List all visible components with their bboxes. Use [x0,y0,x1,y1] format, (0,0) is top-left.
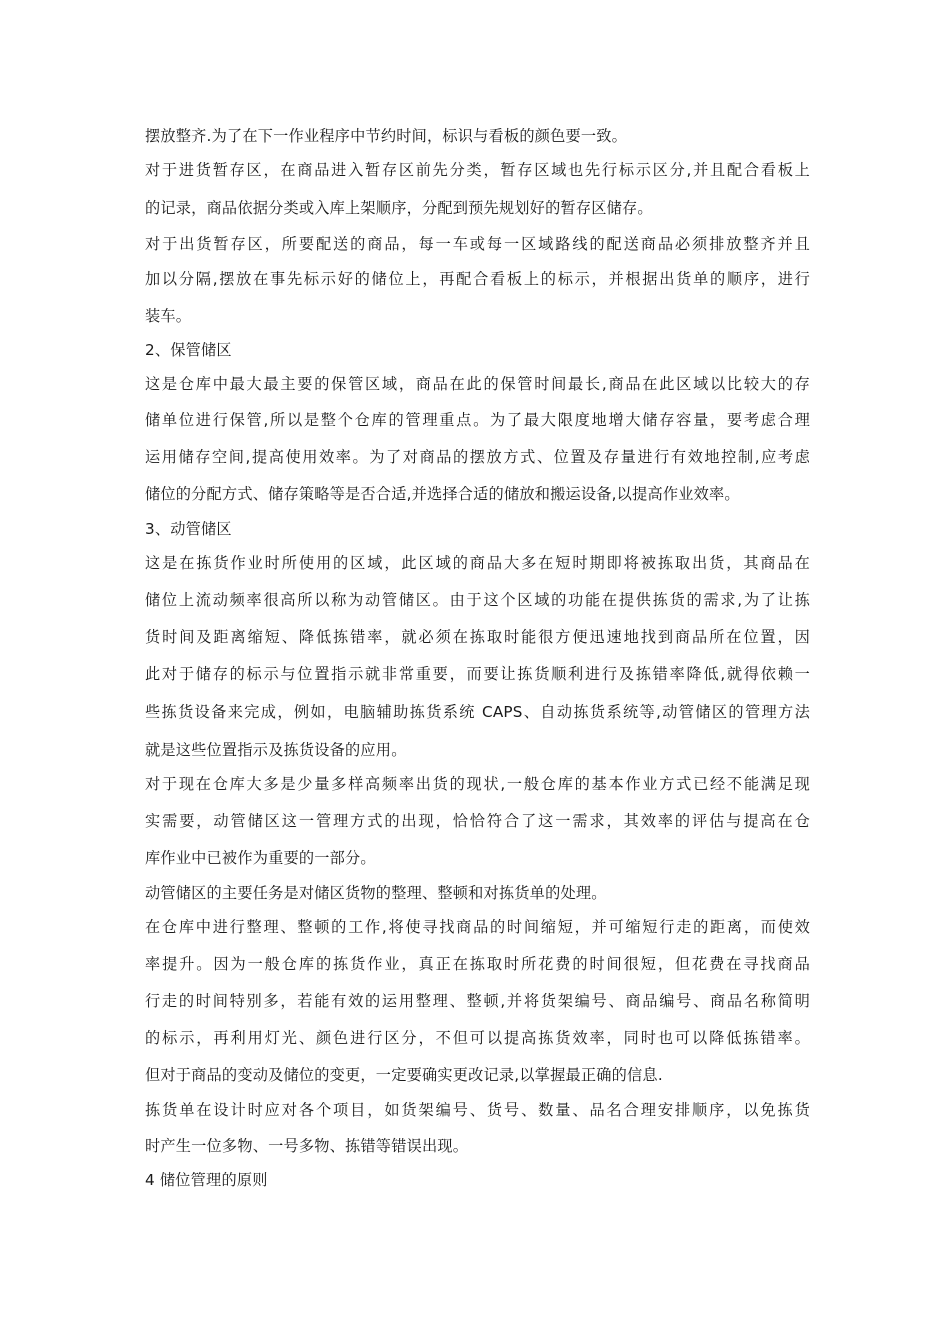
text-line: 就是这些位置指示及拣货设备的应用。 [145,741,407,759]
text-line: 货时间及距离缩短、降低拣错率，就必须在拣取时能很方便迅速地找到商品所在位置，因 [145,628,810,646]
text-line: 对于出货暂存区，所要配送的商品，每一车或每一区域路线的配送商品必须排放整齐并且 [145,235,810,253]
text-line: 对于进货暂存区，在商品进入暂存区前先分类，暂存区域也先行标示区分,并且配合看板上 [145,161,810,179]
section-heading: 2、保管储区 [145,341,232,359]
text-line: 些拣货设备来完成，例如，电脑辅助拣货系统 CAPS、自动拣货系统等,动管储区的管理方法 [145,703,810,721]
text-line: 储位的分配方式、储存策略等是否合适,并选择合适的储放和搬运设备,以提高作业效率。 [145,485,740,503]
text-line: 在仓库中进行整理、整顿的工作,将使寻找商品的时间缩短，并可缩短行走的距离，而使效 [145,918,810,936]
text-line: 运用储存空间,提高使用效率。为了对商品的摆放方式、位置及存量进行有效地控制,应考虑 [145,448,810,466]
text-line: 率提升。因为一般仓库的拣货作业，真正在拣取时所花费的时间很短，但花费在寻找商品 [145,955,810,973]
text-line: 这是仓库中最大最主要的保管区域，商品在此的保管时间最长,商品在此区域以比较大的存 [145,375,810,393]
text-line: 加以分隔,摆放在事先标示好的储位上，再配合看板上的标示，并根据出货单的顺序，进行 [145,270,810,288]
text-line: 库作业中已被作为重要的一部分。 [145,849,376,867]
text-line: 这是在拣货作业时所使用的区域，此区域的商品大多在短时期即将被拣取出货，其商品在 [145,554,810,572]
section-heading: 3、动管储区 [145,520,232,538]
text-line: 时产生一位多物、一号多物、拣错等错误出现。 [145,1137,469,1155]
text-line: 此对于储存的标示与位置指示就非常重要，而要让拣货顺利进行及拣错率降低,就得依赖一 [145,665,810,683]
text-line: 对于现在仓库大多是少量多样高频率出货的现状,一般仓库的基本作业方式已经不能满足现 [145,775,810,793]
text-line: 装车。 [145,307,192,325]
text-line: 拣货单在设计时应对各个项目，如货架编号、货号、数量、品名合理安排顺序，以免拣货 [145,1101,810,1119]
text-line: 摆放整齐.为了在下一作业程序中节约时间，标识与看板的颜色要一致。 [145,127,628,145]
text-line: 动管储区的主要任务是对储区货物的整理、整顿和对拣货单的处理。 [145,884,607,902]
text-line: 行走的时间特别多，若能有效的运用整理、整顿,并将货架编号、商品编号、商品名称简明 [145,992,810,1010]
text-line: 实需要，动管储区这一管理方式的出现，恰恰符合了这一需求，其效率的评估与提高在仓 [145,812,810,830]
text-line: 储单位进行保管,所以是整个仓库的管理重点。为了最大限度地增大储存容量，要考虑合理 [145,411,810,429]
text-line: 储位上流动频率很高所以称为动管储区。由于这个区域的功能在提供拣货的需求,为了让拣 [145,591,810,609]
text-line: 的标示，再利用灯光、颜色进行区分，不但可以提高拣货效率，同时也可以降低拣错率。 [145,1029,810,1047]
text-line: 的记录，商品依据分类或入库上架顺序，分配到预先规划好的暂存区储存。 [145,199,653,217]
text-line: 但对于商品的变动及储位的变更，一定要确实更改记录,以掌握最正确的信息. [145,1066,663,1084]
section-heading: 4 储位管理的原则 [145,1171,268,1189]
